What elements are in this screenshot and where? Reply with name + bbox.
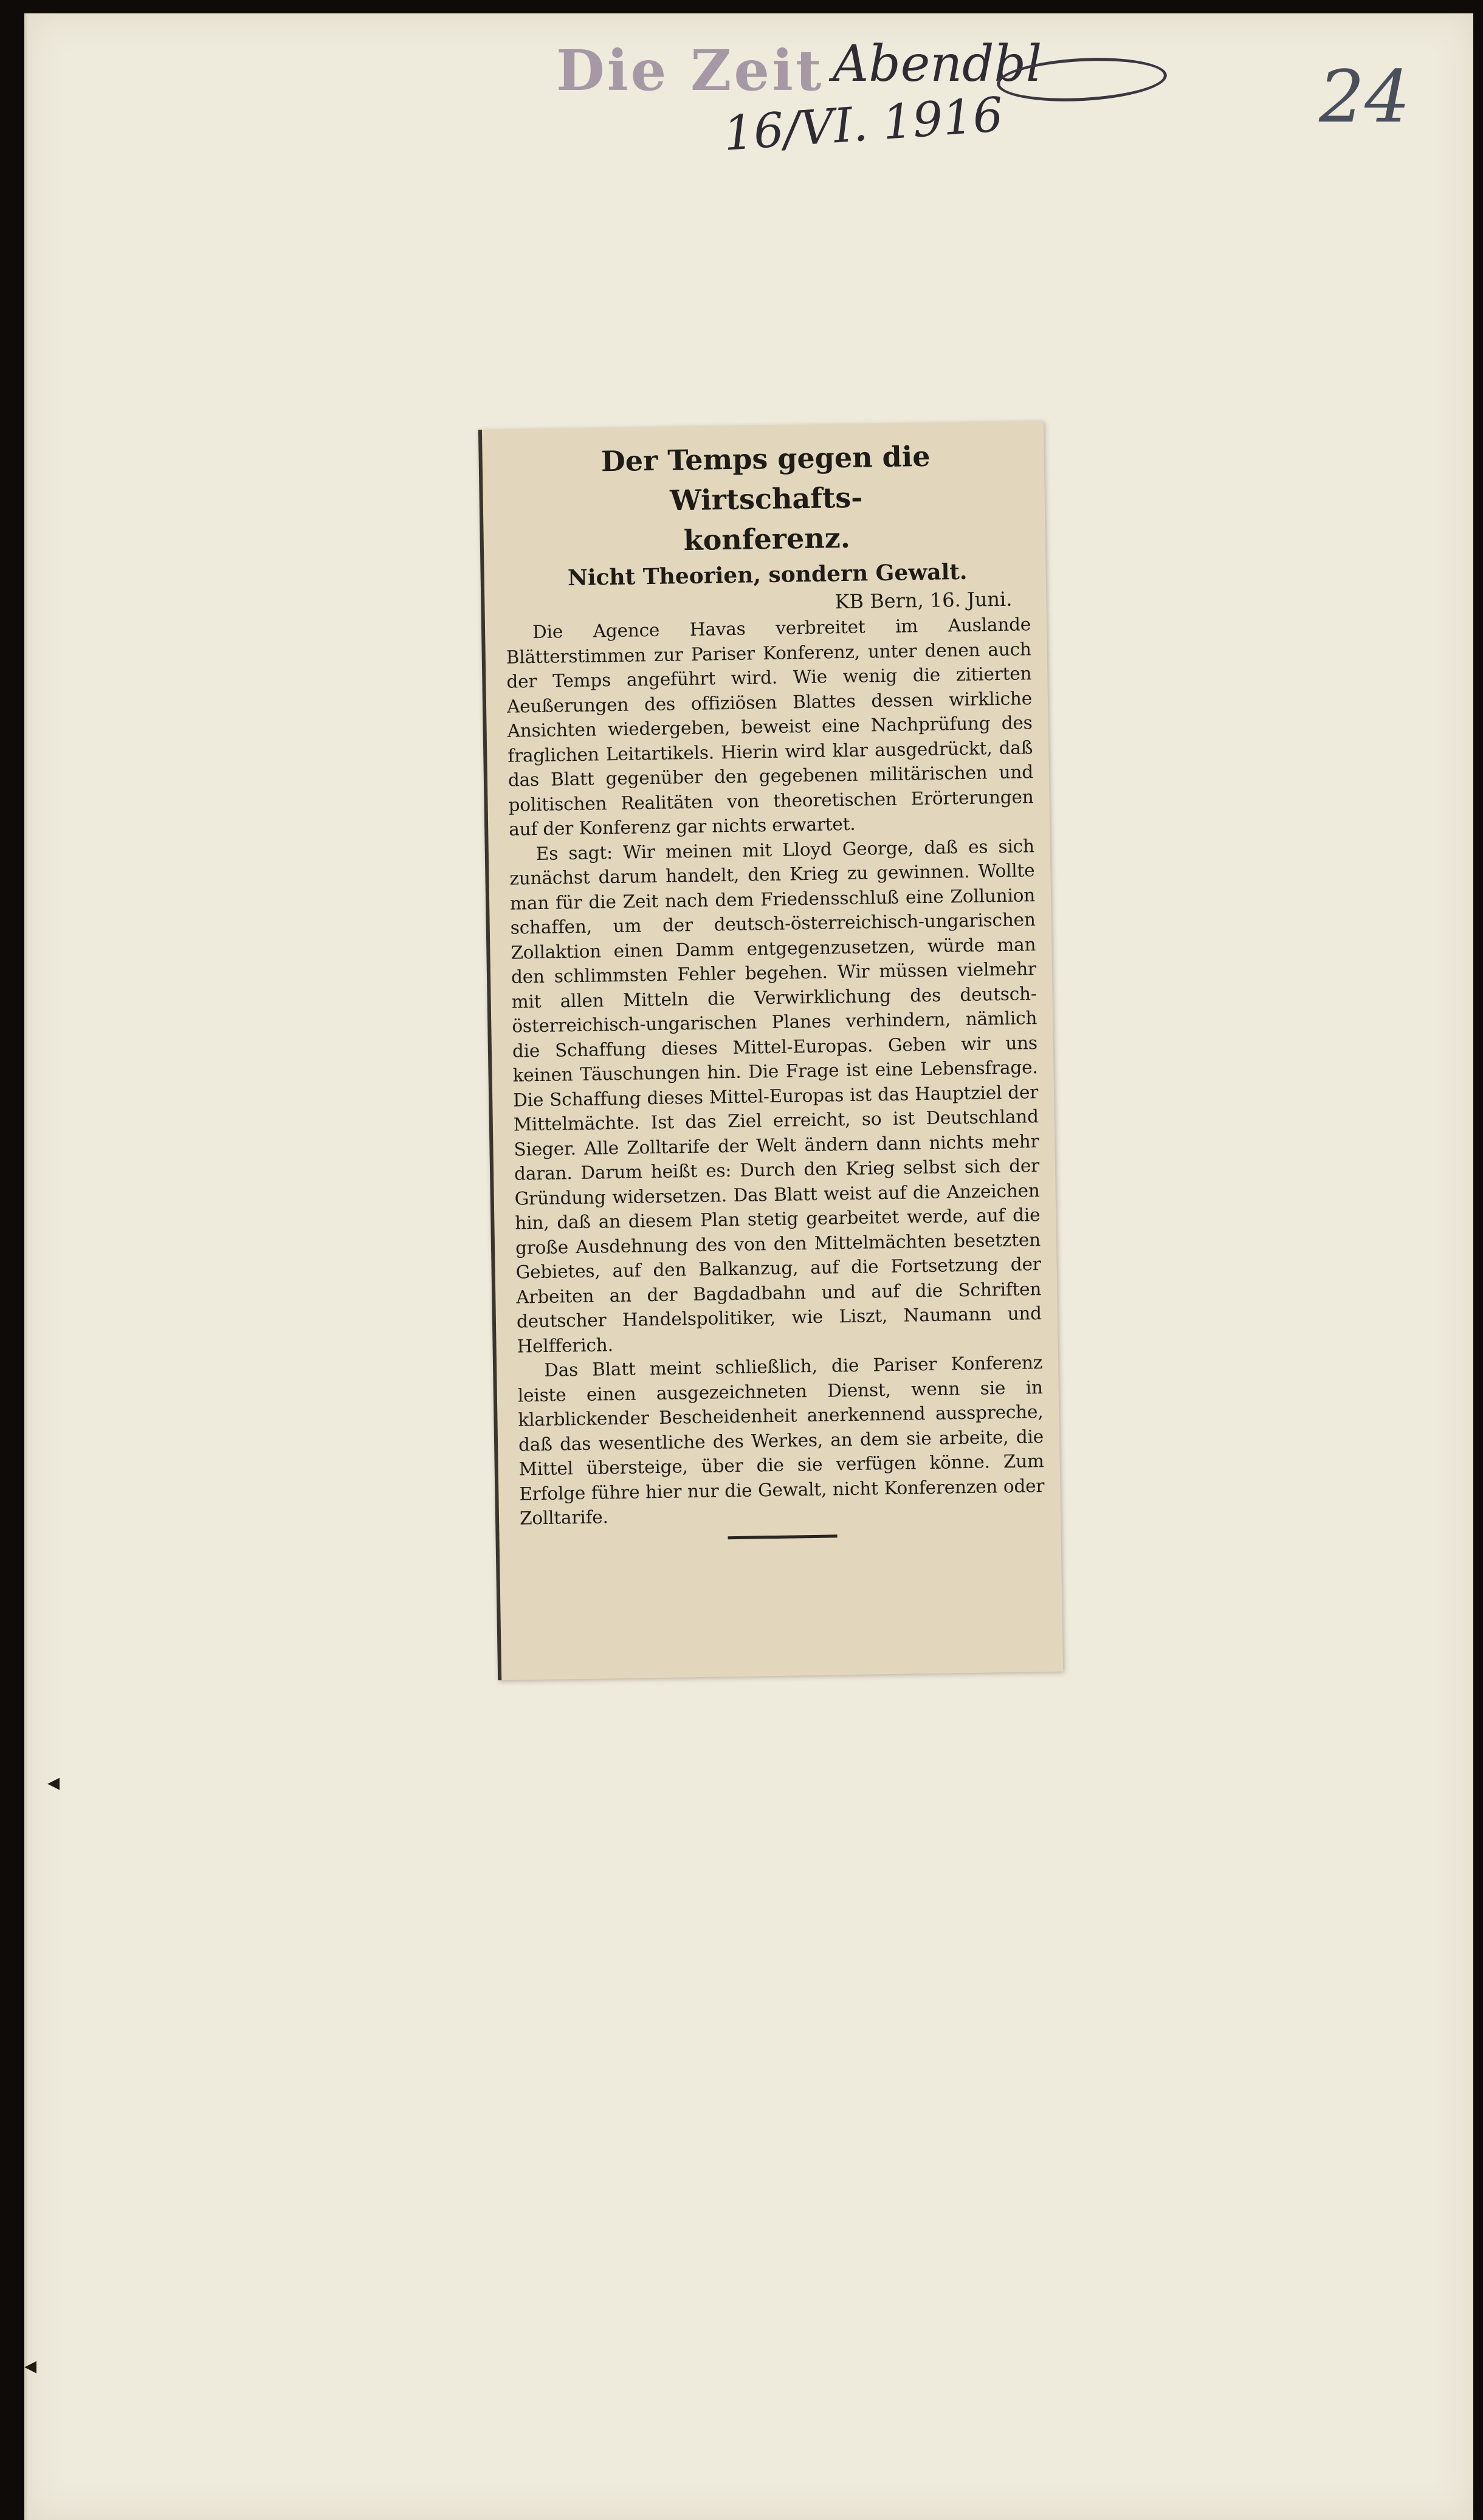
- article-paragraph-3: Das Blatt meint schließlich, die Pariser Konferenz leiste einen ausgezeichneten Dienst, wenn sie in klarblickender Bescheidenheit anerkennend ausspreche, daß das wesentliche des Werkes, an dem sie arbeite, die Mittel übersteige, über die sie verfügen könne. Zum Erfolge führe hier nur die Gewalt, nicht Konferenzen oder Zolltarife.: [517, 1352, 1045, 1529]
- article-paragraph-1: Die Agence Havas verbreitet im Auslande Blätterstimmen zur Pariser Konferenz, unter denen auch der Temps angeführt wird. Wie wenig die zitierten Aeußerungen des offiziösen Blattes dessen wirkliche Ansichten wiedergeben, beweist eine Nachprüfung des fraglichen Leitartikels. Hierin wird klar ausgedrückt, daß das Blatt gegenüber den gegebenen militärischen und politischen Realitäten von theoretischen Erörterungen auf der Konferenz gar nichts erwartet.: [506, 614, 1034, 840]
- edge-mark-icon: ◂: [24, 2352, 37, 2380]
- newspaper-clipping: [478, 421, 1063, 1680]
- handwritten-edition-note: Abendbl: [833, 35, 1042, 93]
- article-dateline: KB Bern, 16. Juni.: [834, 587, 1013, 614]
- end-rule: [728, 1534, 838, 1539]
- headline-line-1: Der Temps gegen die Wirtschafts-: [600, 439, 931, 517]
- article-subheadline: Nicht Theorien, sondern Gewalt.: [567, 558, 968, 591]
- article-paragraph-2: Es sagt: Wir meinen mit Lloyd George, daß es sich zunächst darum handelt, den Krieg zu gewinnen. Wollte man für die Zeit nach dem Friedensschluß eine Zollunion schaffen, um der deutsch-österreichisch-ungarischen Zollaktion einen Damm entgegenzusetzen, würde man den schlimmsten Fehler begehen. Wir müssen vielmehr mit allen Mitteln die Verwirklichung des deutsch-österreichisch-ungarischen Planes verhindern, nämlich die Schaffung dieses Mittel-Europas. Geben wir uns keinen Täuschungen hin. Die Frage ist eine Lebensfrage. Die Schaffung dieses Mittel-Europas ist das Hauptziel der Mittelmächte. Ist das Ziel erreicht, so ist Deutschland Sieger. Alle Zolltarife der Welt ändern dann nichts mehr daran. Darum heißt es: Durch den Krieg selbst sich der Gründung widersetzen. Das Blatt weist auf die Anzeichen hin, daß an diesem Plan stetig gearbeitet werde, auf die große Ausdehnung des von den Mittelmächten besetzten Gebietes, auf den Balkanzug, auf die Fortsetzung der Arbeiten an der Bagdadbahn und auf die Schriften deutscher Handelspolitiker, wie Liszt, Naumann und Helfferich.: [509, 835, 1042, 1357]
- newspaper-stamp: Die Zeit: [556, 38, 824, 103]
- edge-mark-icon: ◂: [47, 1768, 60, 1796]
- handwritten-page-number: 24: [1319, 55, 1411, 139]
- handwritten-date: 16/VI. 1916: [721, 88, 1005, 162]
- article-headline: [503, 434, 1030, 563]
- headline-line-2: konferenz.: [683, 521, 851, 557]
